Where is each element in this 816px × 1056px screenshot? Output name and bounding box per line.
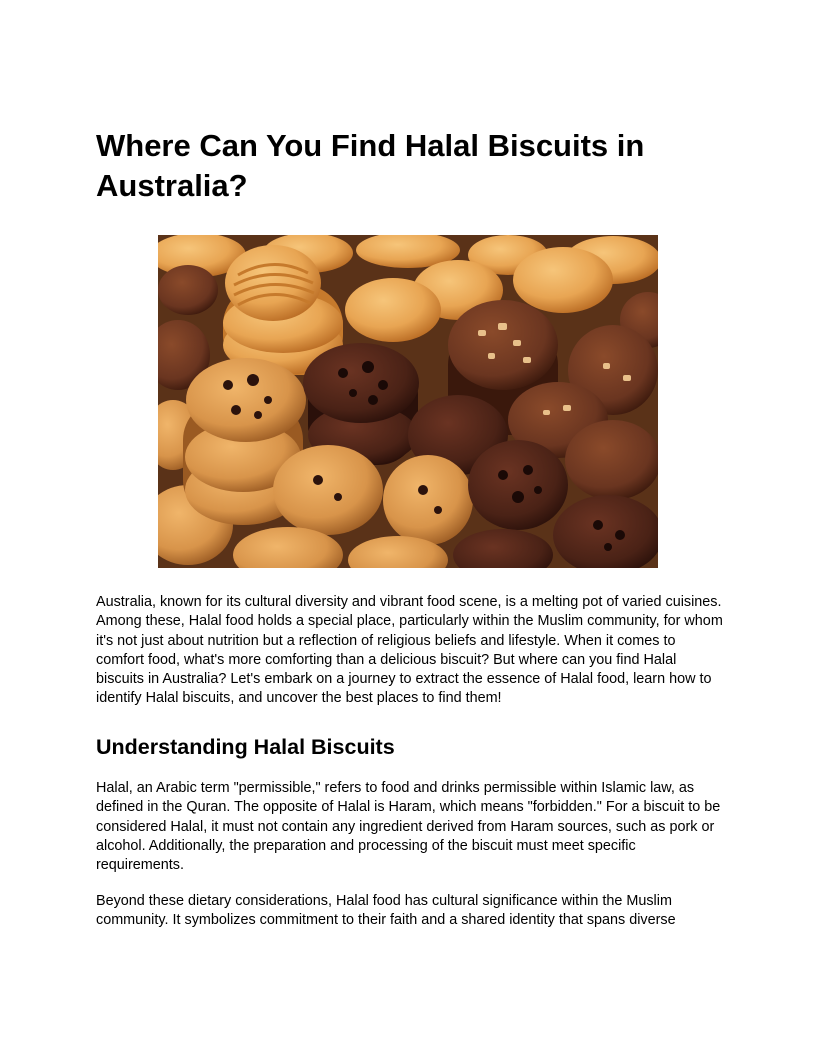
section-heading: Understanding Halal Biscuits	[96, 735, 395, 759]
section-paragraph-2: Beyond these dietary considerations, Halal food has cultural significance within the Muslim community. It symbolizes commitment to their faith and a shared identity that spans diverse	[96, 893, 676, 929]
page-title: Where Can You Find Halal Biscuits in Australia?	[96, 128, 645, 203]
intro-paragraph: Australia, known for its cultural diversity and vibrant food scene, is a melting pot of varied cuisines. Among these, Halal food holds a special place, particularly within the Muslim community, for whom it's not just about nutrition but a reflection of religious beliefs and lifestyle. When it comes to comfort food, what's more comforting than a delicious biscuit? But where can you find Halal biscuits in Australia? Let's embark on a journey to extract the essence of Halal food, learn how to identify Halal biscuits, and uncover the best places to find them!	[96, 594, 723, 707]
section-paragraph-1: Halal, an Arabic term "permissible," refers to food and drinks permissible within Islamic law, as defined in the Quran. The opposite of Halal is Haram, which means "forbidden." For a biscuit to be considered Halal, it must not contain any ingredient derived from Haram sources, such as pork or alcohol. Additionally, the preparation and processing of the biscuit must meet specific requirements.	[96, 780, 721, 874]
biscuits-illustration	[158, 235, 658, 568]
hero-image	[158, 235, 658, 568]
